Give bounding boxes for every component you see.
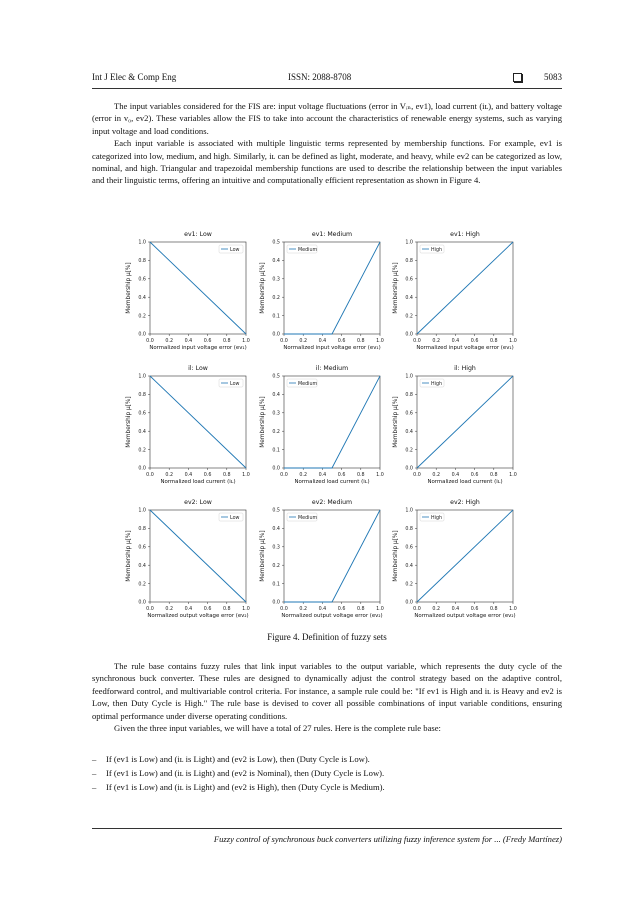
y-tick-label: 0.2	[138, 582, 146, 588]
x-tick-label: 0.0	[280, 339, 288, 344]
figure-4	[110, 220, 550, 630]
plot-frame	[284, 376, 380, 468]
x-axis-label: Normalized load current (iʟ)	[160, 479, 236, 485]
series-line	[417, 376, 513, 468]
x-tick-label: 0.6	[470, 339, 479, 344]
y-tick-label: 0.8	[405, 527, 413, 533]
y-tick-label: 1.0	[138, 508, 146, 514]
chart-title: ev2: Low	[184, 499, 212, 506]
x-tick-label: 0.2	[299, 607, 308, 612]
y-tick-label: 0.2	[272, 295, 280, 301]
paragraph-4: Given the three input variables, we will have a total of 27 rules. Here is the complete rule base:	[114, 723, 441, 734]
x-tick-label: 1.0	[376, 607, 384, 612]
legend-label: Low	[230, 381, 240, 387]
y-tick-label: 0.4	[138, 295, 146, 301]
x-tick-label: 0.4	[184, 339, 193, 344]
y-tick-label: 0.2	[272, 563, 280, 569]
legend-label: Medium	[298, 515, 318, 521]
chart-title: ev2: High	[450, 499, 480, 506]
paragraph-1: The input variables considered for the FIS are: input voltage fluctuations (error in Vᵢₙ, ev1), load current (iʟ), and battery voltage (error in v₀, ev2). These variables allow the FIS to take into account the characteristics of renewable energy systems, such as varying input voltage and load conditions.	[92, 101, 562, 136]
y-tick-label: 0.4	[138, 429, 146, 435]
chart-title: il: High	[454, 365, 476, 372]
y-axis-label: Membership μ[%]	[126, 262, 132, 314]
legend-label: High	[431, 515, 443, 521]
series-line	[417, 510, 513, 602]
x-tick-label: 0.0	[280, 473, 288, 478]
x-axis-label: Normalized output voltage error (ev₂)	[281, 613, 383, 619]
y-tick-label: 0.6	[405, 277, 413, 283]
x-axis-label: Normalized input voltage error (ev₁)	[416, 345, 514, 351]
series-line	[150, 242, 246, 334]
x-tick-label: 0.4	[451, 339, 460, 344]
chart-title: ev2: Medium	[311, 499, 353, 506]
y-tick-label: 1.0	[405, 240, 413, 246]
x-tick-label: 1.0	[509, 339, 517, 344]
y-tick-label: 0.0	[272, 466, 280, 472]
list-item: – If (ev1 is Low) and (iʟ is Light) and (ev2 is High), then (Duty Cycle is Medium).	[92, 782, 385, 793]
journal-name: Int J Elec & Comp Eng	[92, 72, 177, 82]
x-tick-label: 0.2	[165, 473, 174, 478]
y-tick-label: 0.4	[405, 295, 413, 301]
y-tick-label: 0.0	[272, 600, 280, 606]
series-line	[284, 376, 380, 468]
y-tick-label: 0.8	[138, 527, 146, 533]
x-tick-label: 0.4	[451, 473, 460, 478]
membership-plots	[110, 220, 550, 630]
x-tick-label: 0.4	[184, 473, 193, 478]
chart-title: ev1: Medium	[311, 231, 353, 238]
y-axis-label: Membership μ[%]	[260, 262, 266, 314]
x-tick-label: 1.0	[242, 339, 250, 344]
x-tick-label: 1.0	[376, 473, 384, 478]
y-tick-label: 0.8	[138, 259, 146, 265]
y-axis-label: Membership μ[%]	[126, 530, 132, 582]
x-tick-label: 0.0	[413, 473, 421, 478]
legend-label: Medium	[298, 381, 318, 387]
footer-rule	[92, 828, 562, 829]
y-tick-label: 0.4	[138, 563, 146, 569]
y-tick-label: 0.5	[272, 508, 280, 514]
y-tick-label: 0.2	[138, 314, 146, 320]
y-tick-label: 0.6	[138, 277, 146, 283]
y-tick-label: 0.2	[405, 314, 413, 320]
y-tick-label: 0.3	[272, 411, 280, 417]
x-tick-label: 0.0	[280, 607, 288, 612]
x-tick-label: 0.8	[222, 339, 231, 344]
x-axis-label: Normalized output voltage error (ev₂)	[147, 613, 249, 619]
y-tick-label: 0.0	[138, 332, 146, 338]
x-tick-label: 0.2	[165, 339, 174, 344]
rule-text-1: If (ev1 is Low) and (iʟ is Light) and (ev2 is Low), then (Duty Cycle is Low).	[106, 754, 370, 764]
x-tick-label: 0.0	[413, 339, 421, 344]
x-tick-label: 0.8	[222, 607, 231, 612]
x-tick-label: 0.6	[337, 473, 346, 478]
y-tick-label: 0.0	[405, 600, 413, 606]
y-tick-label: 0.6	[405, 545, 413, 551]
x-tick-label: 0.8	[356, 607, 365, 612]
x-tick-label: 0.2	[299, 339, 308, 344]
chart-title: il: Medium	[315, 365, 349, 372]
y-tick-label: 0.2	[272, 429, 280, 435]
y-tick-label: 0.0	[405, 466, 413, 472]
x-axis-label: Normalized output voltage error (ev₂)	[414, 613, 516, 619]
x-tick-label: 0.0	[413, 607, 421, 612]
legend-label: Medium	[298, 247, 318, 253]
y-tick-label: 0.8	[405, 259, 413, 265]
paragraph-3: The rule base contains fuzzy rules that link input variables to the output variable, which represents the duty cycle of the synchronous buck converter. These rules are designed to dynamically adjust the control strategy based on the adaptive control, feedforward control, and multivariable control criteria. For instance, a sample rule could be: "If ev1 is High and iʟ is Heavy and ev2 is Low, then Duty Cycle is High." The rule base is devised to cover all possible combinations of input variable conditions, ensuring optimal performance under diverse operating conditions.	[92, 661, 562, 721]
chart-title: ev1: High	[450, 231, 480, 238]
page-number: 5083	[544, 72, 562, 82]
series-line	[284, 242, 380, 334]
y-tick-label: 0.5	[272, 374, 280, 380]
y-tick-label: 0.6	[138, 411, 146, 417]
list-item: – If (ev1 is Low) and (iʟ is Light) and (ev2 is Low), then (Duty Cycle is Low).	[92, 754, 370, 764]
x-tick-label: 0.4	[318, 607, 327, 612]
y-tick-label: 0.4	[272, 259, 280, 265]
x-tick-label: 0.6	[337, 607, 346, 612]
y-tick-label: 0.0	[138, 466, 146, 472]
x-tick-label: 0.2	[432, 607, 441, 612]
x-tick-label: 0.8	[489, 339, 498, 344]
legend-label: High	[431, 381, 443, 387]
legend-label: Low	[230, 515, 240, 521]
x-tick-label: 0.2	[432, 473, 441, 478]
x-tick-label: 0.6	[470, 607, 479, 612]
x-tick-label: 1.0	[509, 473, 517, 478]
x-tick-label: 0.0	[146, 607, 154, 612]
y-axis-label: Membership μ[%]	[393, 530, 399, 582]
issn: ISSN: 2088-8708	[288, 72, 352, 82]
y-axis-label: Membership μ[%]	[393, 262, 399, 314]
x-tick-label: 0.8	[356, 473, 365, 478]
x-tick-label: 0.2	[165, 607, 174, 612]
y-tick-label: 0.5	[272, 240, 280, 246]
series-line	[417, 242, 513, 334]
legend-label: High	[431, 247, 443, 253]
x-axis-label: Normalized input voltage error (ev₁)	[149, 345, 247, 351]
x-tick-label: 0.4	[184, 607, 193, 612]
y-tick-label: 0.4	[405, 429, 413, 435]
legend-label: Low	[230, 247, 240, 253]
y-tick-label: 0.4	[272, 527, 280, 533]
y-tick-label: 1.0	[138, 240, 146, 246]
rule-text-2: If (ev1 is Low) and (iʟ is Light) and (ev2 is Nominal), then (Duty Cycle is Low).	[106, 768, 385, 779]
x-tick-label: 0.8	[489, 607, 498, 612]
x-tick-label: 1.0	[376, 339, 384, 344]
y-tick-label: 1.0	[405, 374, 413, 380]
y-axis-label: Membership μ[%]	[393, 396, 399, 448]
y-tick-label: 1.0	[138, 374, 146, 380]
x-tick-label: 0.2	[432, 339, 441, 344]
y-tick-label: 0.6	[405, 411, 413, 417]
x-tick-label: 1.0	[242, 607, 250, 612]
y-axis-label: Membership μ[%]	[126, 396, 132, 448]
x-tick-label: 0.6	[203, 473, 212, 478]
y-axis-label: Membership μ[%]	[260, 530, 266, 582]
x-tick-label: 0.8	[356, 339, 365, 344]
x-tick-label: 0.6	[470, 473, 479, 478]
y-tick-label: 0.2	[405, 582, 413, 588]
x-tick-label: 0.8	[222, 473, 231, 478]
x-tick-label: 0.4	[318, 339, 327, 344]
y-tick-label: 0.4	[272, 393, 280, 399]
x-tick-label: 0.2	[299, 473, 308, 478]
y-tick-label: 0.3	[272, 277, 280, 283]
x-tick-label: 0.6	[337, 339, 346, 344]
intro-text	[92, 100, 562, 187]
rule-list	[92, 752, 562, 795]
x-axis-label: Normalized input voltage error (ev₁)	[283, 345, 381, 351]
y-tick-label: 0.8	[138, 393, 146, 399]
figure-caption: Figure 4. Definition of fuzzy sets	[267, 632, 387, 642]
y-tick-label: 0.0	[405, 332, 413, 338]
y-axis-label: Membership μ[%]	[260, 396, 266, 448]
x-tick-label: 0.8	[489, 473, 498, 478]
x-tick-label: 1.0	[509, 607, 517, 612]
x-axis-label: Normalized load current (iʟ)	[294, 479, 370, 485]
list-item: – If (ev1 is Low) and (iʟ is Light) and (ev2 is Nominal), then (Duty Cycle is Low).	[92, 768, 385, 779]
y-tick-label: 0.1	[272, 448, 280, 454]
x-tick-label: 1.0	[242, 473, 250, 478]
x-tick-label: 0.4	[318, 473, 327, 478]
series-line	[150, 376, 246, 468]
page-header	[92, 72, 562, 86]
y-tick-label: 0.1	[272, 314, 280, 320]
x-tick-label: 0.0	[146, 339, 154, 344]
chart-title: ev1: Low	[184, 231, 212, 238]
header-rule	[92, 88, 562, 89]
y-tick-label: 1.0	[405, 508, 413, 514]
y-tick-label: 0.0	[138, 600, 146, 606]
x-tick-label: 0.6	[203, 339, 212, 344]
y-tick-label: 0.3	[272, 545, 280, 551]
page-footer: Fuzzy control of synchronous buck converters utilizing fuzzy inference system for ... (Fredy Martínez)	[213, 834, 562, 844]
y-tick-label: 0.4	[405, 563, 413, 569]
rule-text-3: If (ev1 is Low) and (iʟ is Light) and (ev2 is High), then (Duty Cycle is Medium).	[106, 782, 385, 793]
y-tick-label: 0.2	[138, 448, 146, 454]
x-tick-label: 0.0	[146, 473, 154, 478]
y-tick-label: 0.2	[405, 448, 413, 454]
series-line	[284, 510, 380, 602]
x-tick-label: 0.6	[203, 607, 212, 612]
rule-text	[92, 660, 562, 734]
paragraph-2: Each input variable is associated with multiple linguistic terms represented by membership functions. For example, ev1 is categorized into low, medium, and high. Similarly, iʟ can be defined as light, moderate, and heavy, while ev2 can be categorized as low, nominal, and high. Triangular and trapezoidal membership functions are used to describe the relationship between the input variables and their linguistic terms, offering an intuitive and computationally efficient representation as shown in Figure 4.	[92, 138, 562, 186]
square-icon	[513, 73, 522, 82]
y-tick-label: 0.6	[138, 545, 146, 551]
y-tick-label: 0.0	[272, 332, 280, 338]
chart-title: il: Low	[188, 365, 208, 372]
plot-frame	[284, 242, 380, 334]
series-line	[150, 510, 246, 602]
plot-frame	[284, 510, 380, 602]
x-tick-label: 0.4	[451, 607, 460, 612]
y-tick-label: 0.1	[272, 582, 280, 588]
y-tick-label: 0.8	[405, 393, 413, 399]
x-axis-label: Normalized load current (iʟ)	[427, 479, 503, 485]
